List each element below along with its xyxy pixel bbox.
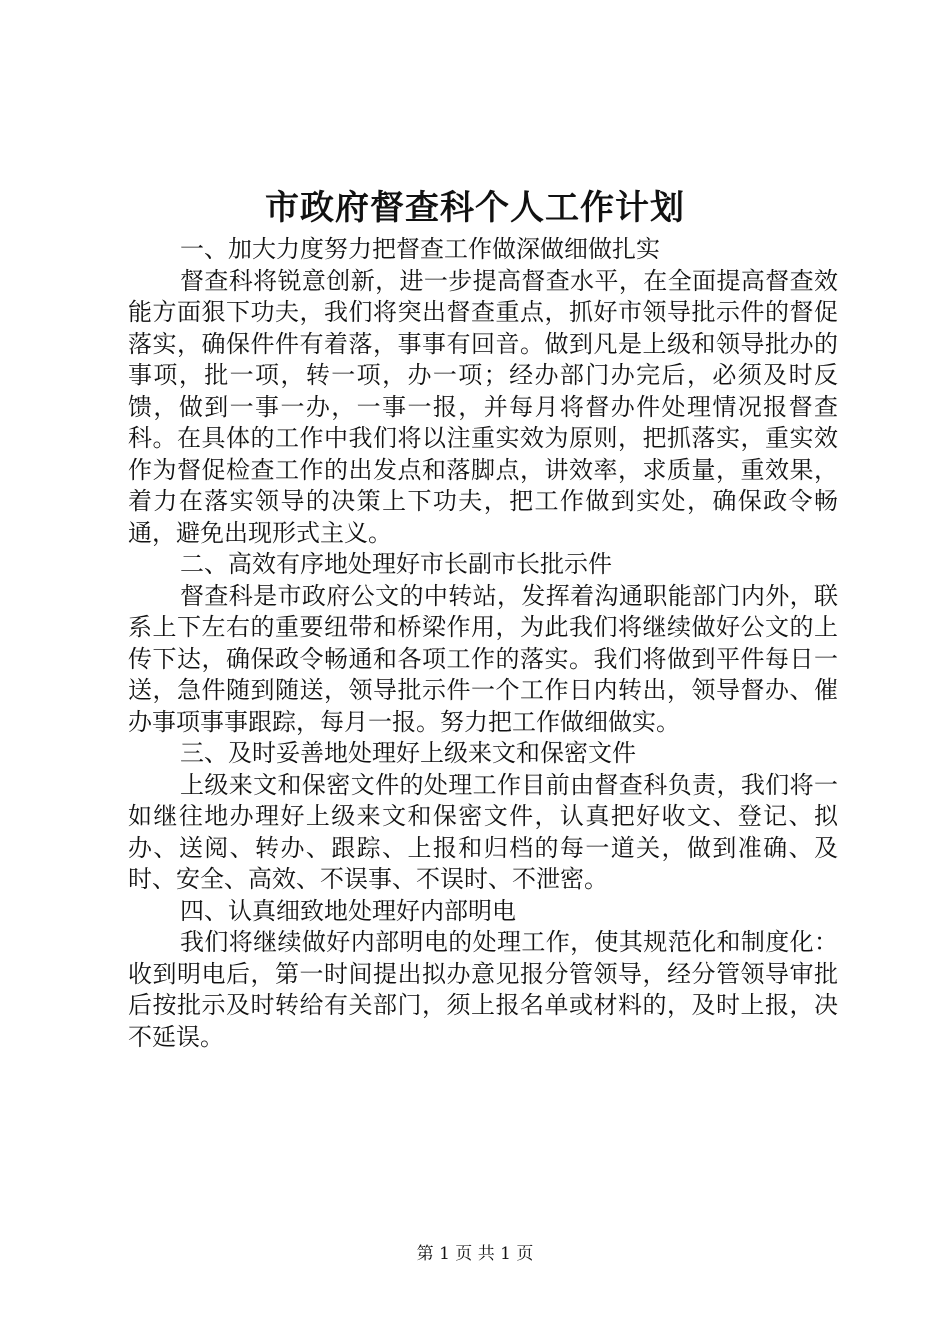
section-1-paragraph: 督查科将锐意创新，进一步提高督查水平，在全面提高督查效能方面狠下功夫，我们将突出督查重点，抓好市领导批示件的督促落实，确保件件有着落，事事有回音。做到凡是上级和领导批办的事项，批一项，转一项，办一项；经办部门办完后，必须及时反馈，做到一事一办，一事一报，并每月将督办件处理情况报督查科。在具体的工作中我们将以注重实效为原则，把抓落实，重实效作为督促检查工作的出发点和落脚点，讲效率，求质量，重效果，着力在落实领导的决策上下功夫，把工作做到实处，确保政令畅通，避免出现形式主义。	[128, 266, 838, 547]
document-title: 市政府督查科个人工作计划	[265, 188, 685, 228]
section-3-paragraph: 上级来文和保密文件的处理工作目前由督查科负责，我们将一如继往地办理好上级来文和保密文件，认真把好收文、登记、拟办、送阅、转办、跟踪、上报和归档的每一道关，做到准确、及时、安全、高效、不误事、不误时、不泄密。	[128, 770, 838, 893]
section-2-paragraph: 督查科是市政府公文的中转站，发挥着沟通职能部门内外，联系上下左右的重要纽带和桥梁作用，为此我们将继续做好公文的上传下达，确保政令畅通和各项工作的落实。我们将做到平件每日一送，急件随到随送，领导批示件一个工作日内转出，领导督办、催办事项事事跟踪，每月一报。努力把工作做细做实。	[128, 581, 838, 736]
section-4-paragraph: 我们将继续做好内部明电的处理工作，使其规范化和制度化：收到明电后，第一时间提出拟办意见报分管领导，经分管领导审批后按批示及时转给有关部门，须上报名单或材料的，及时上报，决不延误。	[128, 928, 838, 1051]
section-2-heading: 二、高效有序地处理好市长副市长批示件	[180, 550, 612, 578]
section-1-heading: 一、加大力度努力把督查工作做深做细做扎实	[180, 235, 660, 263]
section-3-heading: 三、及时妥善地处理好上级来文和保密文件	[180, 739, 636, 767]
page-footer: 第 1 页 共 1 页	[416, 1244, 534, 1264]
document-body	[128, 234, 838, 1053]
section-4-heading: 四、认真细致地处理好内部明电	[180, 896, 516, 925]
